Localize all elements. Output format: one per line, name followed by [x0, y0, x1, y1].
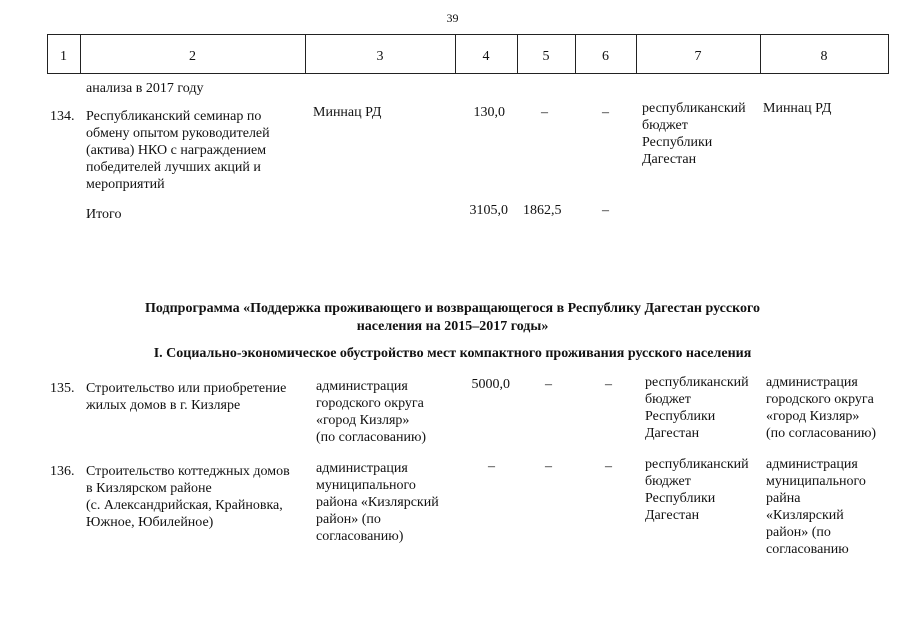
row-number: 136. — [50, 464, 75, 479]
executor: администрация городского округа «город Кизляр» (по согласованию) — [316, 379, 427, 445]
amount-col6: – — [605, 377, 612, 392]
header-bottom-rule — [47, 73, 889, 74]
measure-name: Республиканский семинар по обмену опытом руководителей (актива) НКО с награждением победителей лучших акций и мероприятий — [86, 109, 270, 192]
total-label: Итого — [86, 207, 122, 222]
responsible: Миннац РД — [763, 101, 832, 116]
total-col4: 3105,0 — [469, 203, 508, 218]
total-col6: – — [602, 203, 609, 218]
amount-col5: – — [545, 377, 552, 392]
column-header-6: 6 — [602, 49, 609, 64]
carryover-text: анализа в 2017 году — [86, 81, 204, 96]
responsible: администрация муниципального райна «Кизлярский район» (по согласованию — [766, 457, 866, 557]
amount-col4: 5000,0 — [471, 377, 510, 392]
funding-source: республиканский бюджет Республики Дагестан — [642, 101, 746, 167]
executor: администрация муниципального района «Кизлярский район» (по согласованию) — [316, 461, 439, 544]
column-header-1: 1 — [60, 49, 67, 64]
amount-col4: – — [488, 459, 495, 474]
column-header-5: 5 — [542, 49, 550, 64]
subprogram-title-line1: Подпрограмма «Поддержка проживающего и возвращающегося в Республику Дагестан русского — [145, 301, 760, 316]
header-divider — [888, 34, 889, 74]
amount-col4: 130,0 — [473, 105, 505, 120]
column-header-4: 4 — [482, 49, 490, 64]
measure-name: Строительство или приобретение жилых домов в г. Кизляре — [86, 381, 287, 413]
row-number: 135. — [50, 381, 75, 396]
row-number: 134. — [50, 109, 75, 124]
total-col5: 1862,5 — [523, 203, 562, 218]
section-title: I. Социально-экономическое обустройство мест компактного проживания русского населения — [153, 346, 752, 361]
column-header-7: 7 — [694, 49, 702, 64]
funding-source: республиканский бюджет Республики Дагестан — [645, 375, 749, 441]
amount-col5: – — [541, 105, 548, 120]
amount-col5: – — [545, 459, 552, 474]
funding-source: республиканский бюджет Республики Дагестан — [645, 457, 749, 523]
responsible: администрация городского округа «город Кизляр» (по согласованию) — [766, 375, 877, 441]
column-header-8: 8 — [820, 49, 828, 64]
column-header-2: 2 — [189, 49, 196, 64]
subprogram-title-line2: населения на 2015–2017 годы» — [356, 319, 549, 334]
page-number: 39 — [446, 11, 459, 25]
header-top-rule — [47, 34, 889, 35]
amount-col6: – — [605, 459, 612, 474]
amount-col6: – — [602, 105, 609, 120]
executor: Миннац РД — [313, 105, 382, 120]
column-header-3: 3 — [376, 49, 384, 64]
measure-name: Строительство коттеджных домов в Кизлярском районе (с. Александрийская, Крайновка, Южное, Юбилейное) — [86, 464, 290, 530]
